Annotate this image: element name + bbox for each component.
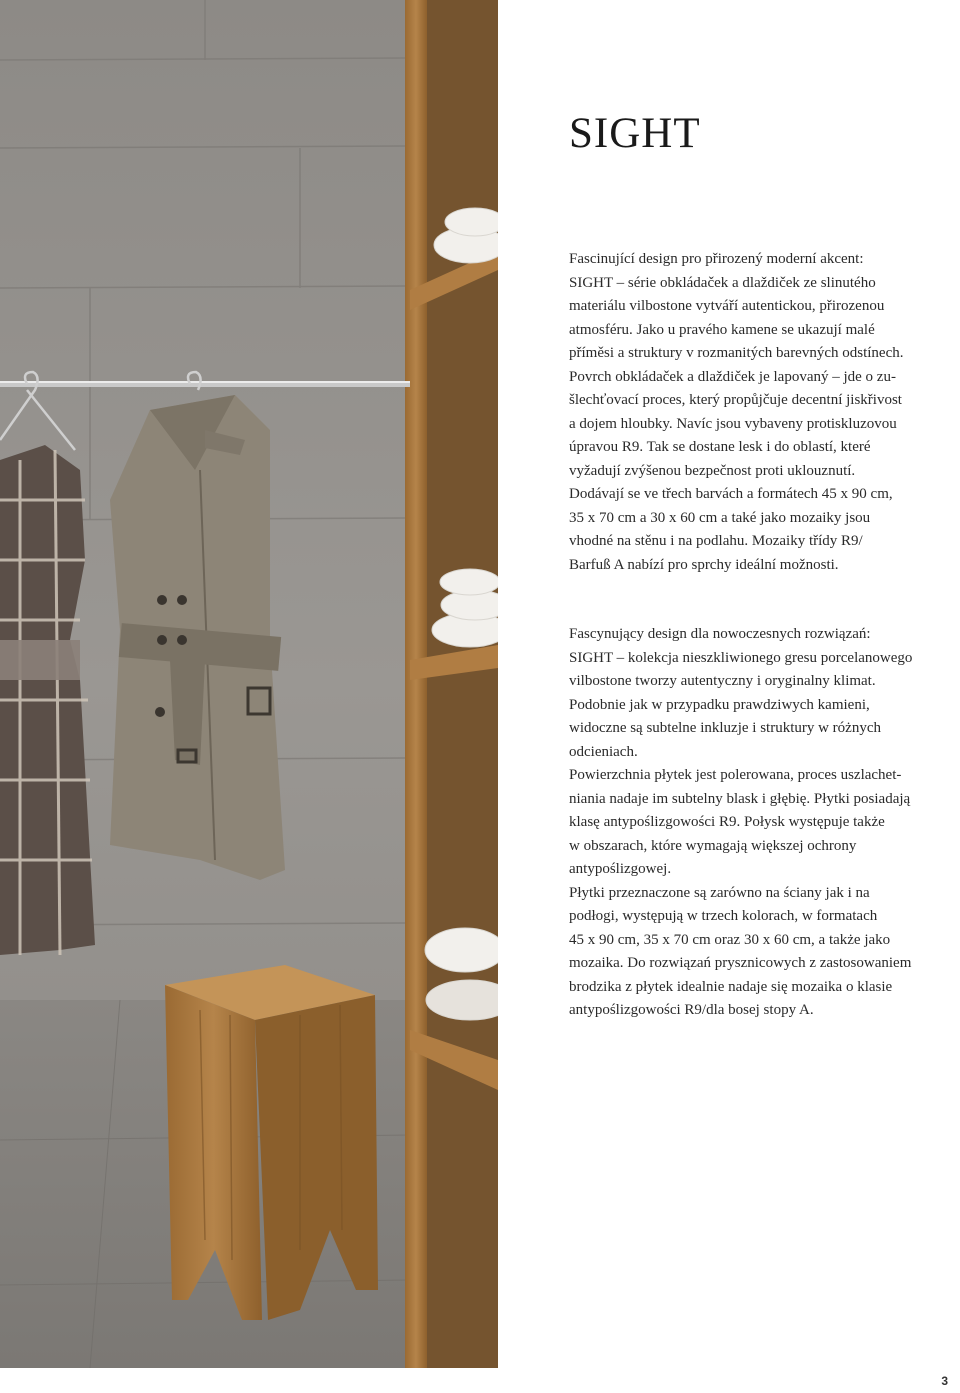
text-line: mozaika. Do rozwiązań prysznicowych z zastosowaniem bbox=[569, 955, 912, 971]
polish-description bbox=[569, 623, 919, 1023]
text-line: atmosféru. Jako u pravého kamene se ukazují malé bbox=[569, 321, 875, 338]
text-line: příměsi a struktury v rozmanitých barevných odstínech. bbox=[569, 345, 904, 361]
text-line: 45 x 90 cm, 35 x 70 cm oraz 30 x 60 cm, a także jako bbox=[569, 931, 891, 948]
text-line: Płytki przeznaczone są zarówno na ściany jak i na bbox=[569, 884, 870, 901]
text-line: Fascynujący design dla nowoczesnych rozwiązań: bbox=[569, 626, 871, 642]
text-line: vhodné na stěnu i na podlahu. Mozaiky třídy R9/ bbox=[569, 533, 863, 549]
text-line: Fascinující design pro přirozený moderní akcent: bbox=[569, 251, 864, 267]
text-line: Podobnie jak w przypadku prawdziwych kamieni, bbox=[569, 696, 870, 713]
text-line: niania nadaje im subtelny blask i głębię. Płytki posiadają bbox=[569, 790, 911, 807]
text-line: a dojem hloubky. Navíc jsou vybaveny protiskluzovou bbox=[569, 415, 897, 432]
czech-description bbox=[569, 248, 919, 577]
text-line: vyžadují zvýšenou bezpečnost proti uklouznutí. bbox=[569, 462, 856, 479]
text-line: SIGHT – série obkládaček a dlaždiček ze slinutého bbox=[569, 274, 876, 291]
text-line: w obszarach, które wymagają większej ochrony bbox=[569, 837, 857, 854]
text-line: úpravou R9. Tak se dostane lesk i do oblastí, které bbox=[569, 439, 871, 455]
page-number: 3 bbox=[941, 1374, 948, 1388]
text-line: podłogi, występują w trzech kolorach, w formatach bbox=[569, 908, 878, 924]
text-line: materiálu vilbostone vytváří autentickou, přirozenou bbox=[569, 298, 885, 314]
text-line: Povrch obkládaček a dlaždiček je lapovaný – jde o zu- bbox=[569, 368, 896, 385]
text-line: vilbostone tworzy autentyczny i oryginalny klimat. bbox=[569, 673, 876, 689]
text-line: antypoślizgowej. bbox=[569, 861, 672, 877]
text-line: antypoślizgowości R9/dla bosej stopy A. bbox=[569, 1002, 814, 1018]
text-line: šlechťovací proces, který propůjčuje decentní jiskřivost bbox=[569, 392, 902, 408]
text-line: 35 x 70 cm a 30 x 60 cm a také jako mozaiky jsou bbox=[569, 509, 871, 526]
text-line: widoczne są subtelne inkluzje i struktury w różnych bbox=[569, 720, 881, 736]
text-line: brodzika z płytek idealnie nadaje się mozaika o klasie bbox=[569, 978, 893, 995]
text-line: Powierzchnia płytek jest polerowana, proces uszlachet- bbox=[569, 767, 902, 783]
text-line: odcieniach. bbox=[569, 743, 638, 760]
text-line: SIGHT – kolekcja nieszkliwionego gresu porcelanowego bbox=[569, 649, 913, 666]
page-title: SIGHT bbox=[569, 110, 701, 157]
text-line: Barfuß A nabízí pro sprchy ideální možnosti. bbox=[569, 556, 839, 573]
text-line: klasę antypoślizgowości R9. Połysk występuje także bbox=[569, 814, 885, 830]
text-line: Dodávají se ve třech barvách a formátech 45 x 90 cm, bbox=[569, 486, 893, 502]
